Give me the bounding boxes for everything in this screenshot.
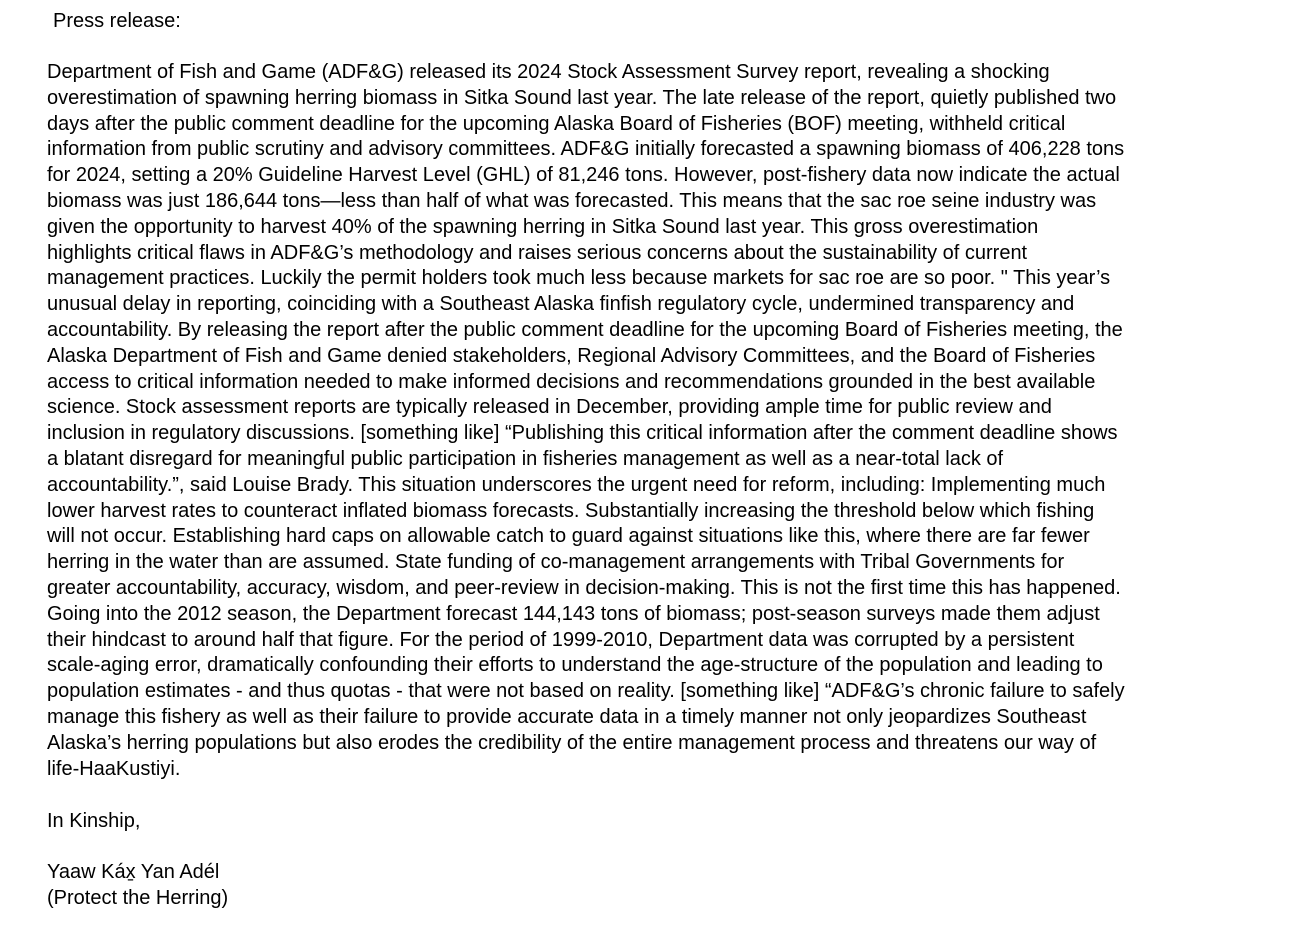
document-heading: Press release:: [53, 10, 181, 32]
body-line: lower harvest rates to counteract inflated biomass forecasts. Substantially increasing the threshold below which fishing: [47, 499, 1095, 522]
body-line: their hindcast to around half that figure. For the period of 1999-2010, Department data was corrupted by a persistent: [47, 628, 1075, 651]
body-line: population estimates - and thus quotas - that were not based on reality. [something like] “ADF&G’s chronic failure to safely: [47, 680, 1125, 703]
document-page: [47, 8, 1262, 912]
body-line: accountability. By releasing the report after the public comment deadline for the upcoming Board of Fisheries meeting, the: [47, 318, 1123, 341]
body-line: Department of Fish and Game (ADF&G) released its 2024 Stock Assessment Survey report, revealing a shocking: [47, 61, 1050, 83]
signature-organization: (Protect the Herring): [47, 887, 229, 910]
body-line: greater accountability, accuracy, wisdom, and peer-review in decision-making. This is not the first time this has happened.: [47, 576, 1121, 599]
body-line: will not occur. Establishing hard caps on allowable catch to guard against situations like this, where there are far fewer: [47, 525, 1090, 548]
signature-name: Yaaw Káx̱ Yan Adél: [47, 861, 220, 884]
body-line: access to critical information needed to make informed decisions and recommendations grounded in the best available: [47, 370, 1096, 393]
body-line: herring in the water than are assumed. State funding of co-management arrangements with Tribal Governments for: [47, 551, 1065, 574]
body-line: life-HaaKustiyi.: [47, 757, 181, 780]
body-line: Going into the 2012 season, the Department forecast 144,143 tons of biomass; post-season surveys made them adjust: [47, 602, 1100, 625]
body-line: accountability.”, said Louise Brady. This situation underscores the urgent need for reform, including: Implementing much: [47, 473, 1106, 496]
body-line: highlights critical flaws in ADF&G’s methodology and raises serious concerns about the sustainability of current: [47, 241, 1028, 264]
body-line: manage this fishery as well as their failure to provide accurate data in a timely manner not only jeopardizes Southeast: [47, 705, 1087, 728]
body-line: days after the public comment deadline for the upcoming Alaska Board of Fisheries (BOF) meeting, withheld critical: [47, 112, 1066, 135]
body-line: biomass was just 186,644 tons—less than half of what was forecasted. This means that the sac roe seine industry was: [47, 189, 1097, 212]
body-line: science. Stock assessment reports are typically released in December, providing ample time for public review and: [47, 396, 1052, 419]
body-line: given the opportunity to harvest 40% of the spawning herring in Sitka Sound last year. This gross overestimation: [47, 215, 1039, 238]
body-line: for 2024, setting a 20% Guideline Harvest Level (GHL) of 81,246 tons. However, post-fishery data now indicate the actual: [47, 164, 1120, 187]
body-line: information from public scrutiny and advisory committees. ADF&G initially forecasted a spawning biomass of 406,228 tons: [47, 138, 1125, 161]
body-line: management practices. Luckily the permit holders took much less because markets for sac roe are so poor. " This year’s: [47, 267, 1111, 290]
body-line: Alaska’s herring populations but also erodes the credibility of the entire management process and threatens our way of: [47, 731, 1097, 754]
body-line: inclusion in regulatory discussions. [something like] “Publishing this critical information after the comment deadline shows: [47, 422, 1118, 445]
body-line: unusual delay in reporting, coinciding with a Southeast Alaska finfish regulatory cycle, undermined transparency and: [47, 293, 1075, 316]
body-line: Alaska Department of Fish and Game denied stakeholders, Regional Advisory Committees, and the Board of Fisheries: [47, 344, 1096, 367]
body-line: scale-aging error, dramatically confounding their efforts to understand the age-structure of the population and leading to: [47, 654, 1103, 677]
signature-block: [47, 860, 1262, 912]
body-line: a blatant disregard for meaningful public participation in fisheries management as well as a near-total lack of: [47, 447, 1004, 470]
body-line: overestimation of spawning herring biomass in Sitka Sound last year. The late release of the report, quietly published two: [47, 86, 1117, 109]
press-release-body: [47, 60, 1262, 782]
closing-salutation: In Kinship,: [47, 810, 141, 833]
